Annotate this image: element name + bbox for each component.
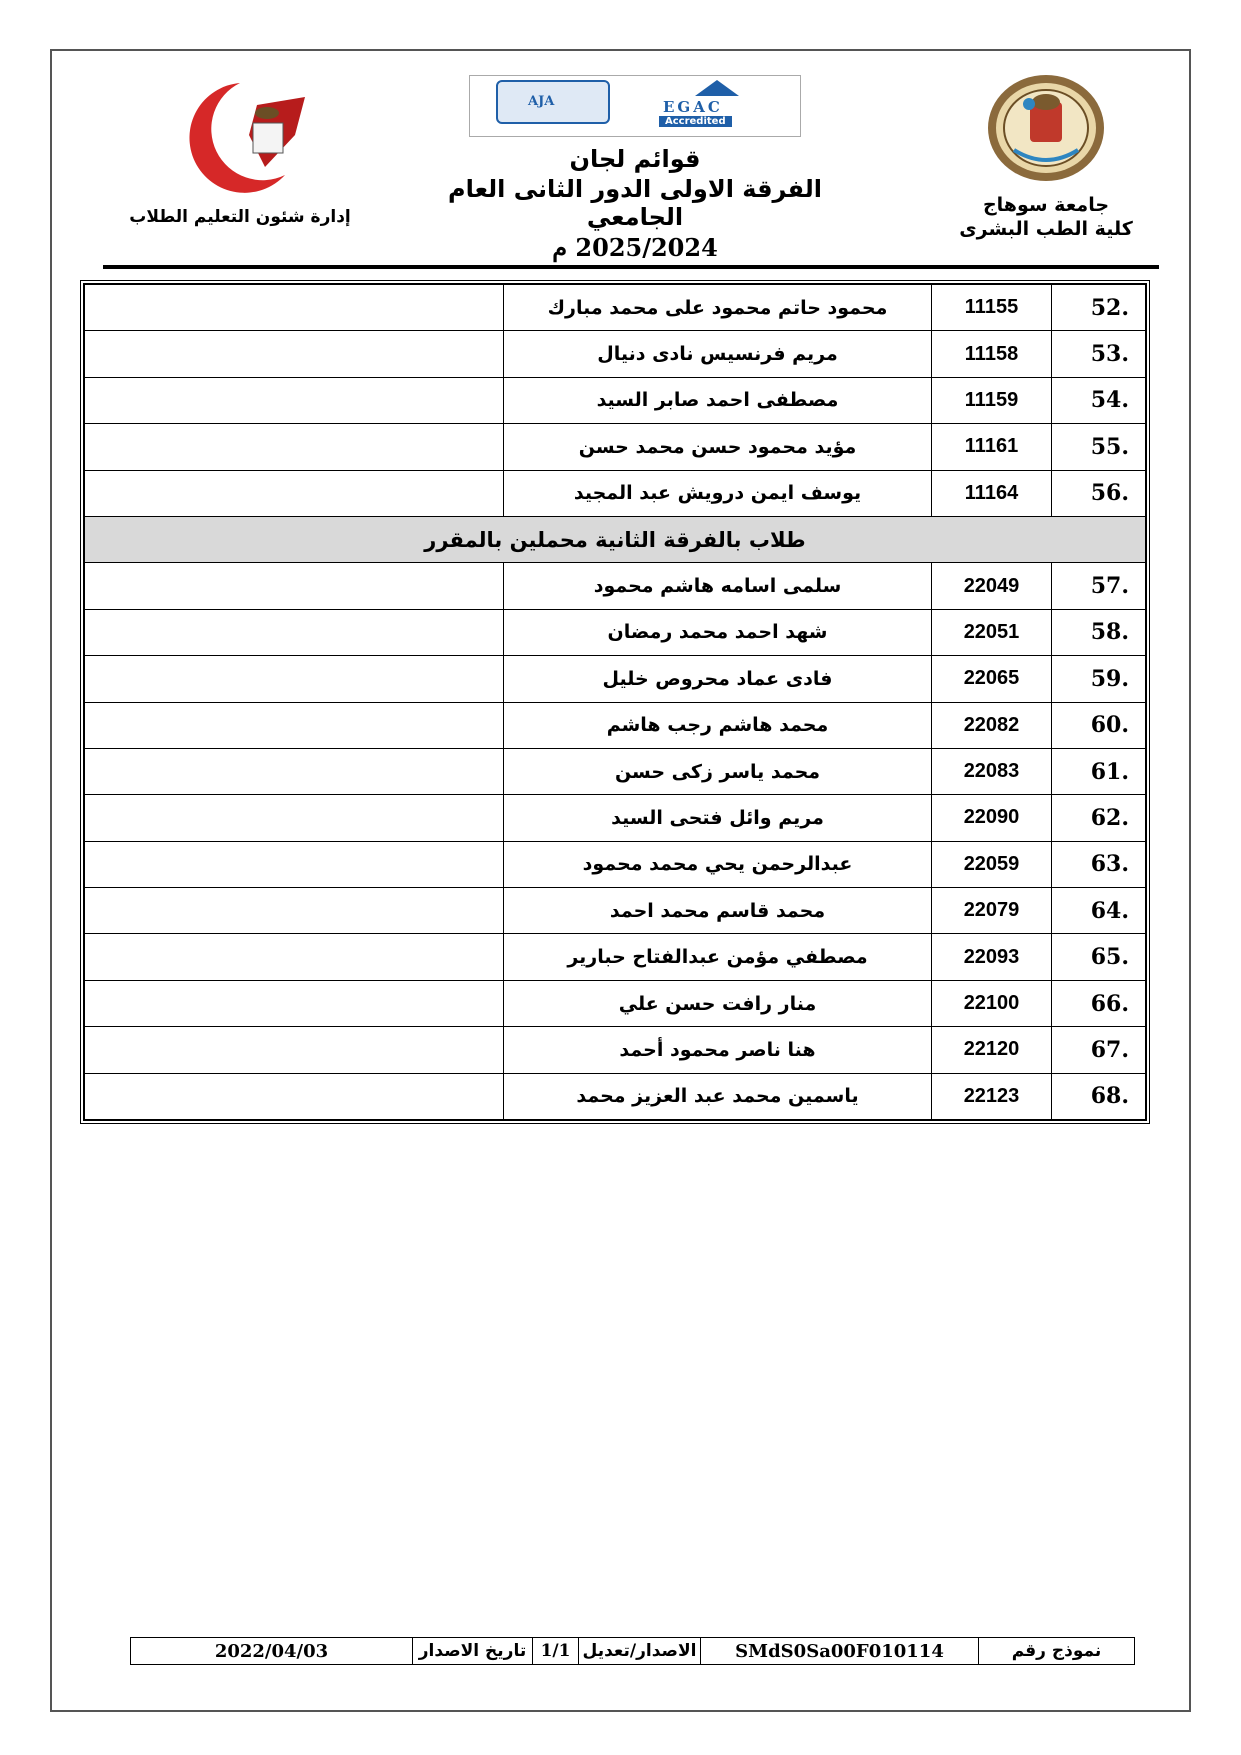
empty-cell <box>85 980 504 1026</box>
student-name: محمد ياسر زكى حسن <box>504 748 932 794</box>
university-header <box>956 72 1136 240</box>
department-header <box>120 75 360 227</box>
faculty-logo <box>145 75 335 195</box>
student-code: 22083 <box>932 748 1052 794</box>
row-number: .55 <box>1052 424 1146 470</box>
student-name: مصطفي مؤمن عبدالفتاح حبارير <box>504 934 932 980</box>
table-row <box>85 563 1146 609</box>
section-label: طلاب بالفرقة الثانية محملين بالمقرر <box>85 516 1146 562</box>
row-number: .59 <box>1052 656 1146 702</box>
row-number: .62 <box>1052 795 1146 841</box>
row-number: .52 <box>1052 285 1146 331</box>
empty-cell <box>85 934 504 980</box>
table-row <box>85 285 1146 331</box>
certification-logos <box>469 75 801 137</box>
student-code: 22079 <box>932 888 1052 934</box>
empty-cell <box>85 470 504 516</box>
table-row <box>85 980 1146 1026</box>
version-label: الاصدار/تعديل <box>578 1638 700 1664</box>
document-title: قوائم لجان <box>569 145 701 173</box>
row-number: .54 <box>1052 377 1146 423</box>
row-number: .53 <box>1052 331 1146 377</box>
row-number: .61 <box>1052 748 1146 794</box>
row-number: .67 <box>1052 1027 1146 1073</box>
student-name: سلمى اسامه هاشم محمود <box>504 563 932 609</box>
row-number: .68 <box>1052 1073 1146 1119</box>
table-row <box>85 331 1146 377</box>
table-row <box>85 934 1146 980</box>
row-number: .57 <box>1052 563 1146 609</box>
student-code: 22123 <box>932 1073 1052 1119</box>
row-number: .60 <box>1052 702 1146 748</box>
empty-cell <box>85 609 504 655</box>
issue-date: 2022/04/03 <box>214 1640 329 1662</box>
student-name: مريم وائل فتحى السيد <box>504 795 932 841</box>
form-number-label: نموذج رقم <box>978 1638 1134 1664</box>
student-code: 11158 <box>932 331 1052 377</box>
row-number: .63 <box>1052 841 1146 887</box>
document-subtitle: الفرقة الاولى الدور الثانى العام الجامعي <box>447 175 822 231</box>
student-name: فادى عماد محروص خليل <box>504 656 932 702</box>
university-name: جامعة سوهاج <box>982 194 1110 216</box>
empty-cell <box>85 888 504 934</box>
row-number: .66 <box>1052 980 1146 1026</box>
empty-cell <box>85 748 504 794</box>
student-code: 22049 <box>932 563 1052 609</box>
table-row <box>85 702 1146 748</box>
version-value: 1/1 <box>532 1638 578 1664</box>
row-number: .58 <box>1052 609 1146 655</box>
form-footer <box>130 1637 1135 1665</box>
student-name: محمد هاشم رجب هاشم <box>504 702 932 748</box>
table-row <box>85 609 1146 655</box>
aja-logo <box>470 76 635 136</box>
empty-cell <box>85 563 504 609</box>
row-number: .56 <box>1052 470 1146 516</box>
student-code: 11161 <box>932 424 1052 470</box>
table-row <box>85 1073 1146 1119</box>
empty-cell <box>85 1073 504 1119</box>
student-name: محمد قاسم محمد احمد <box>504 888 932 934</box>
table-row <box>85 470 1146 516</box>
form-number: SMdS0Sa00F010114 <box>700 1638 978 1664</box>
issue-date-label: تاريخ الاصدار <box>412 1638 532 1664</box>
student-name: مصطفى احمد صابر السيد <box>504 377 932 423</box>
student-name: محمود حاتم محمود على محمد مبارك <box>504 285 932 331</box>
student-code: 22065 <box>932 656 1052 702</box>
student-code: 11155 <box>932 285 1052 331</box>
table-row <box>85 748 1146 794</box>
table-row <box>85 888 1146 934</box>
student-code: 22093 <box>932 934 1052 980</box>
student-code: 22120 <box>932 1027 1052 1073</box>
empty-cell <box>85 656 504 702</box>
empty-cell <box>85 702 504 748</box>
student-name: مؤيد محمود حسن محمد حسن <box>504 424 932 470</box>
empty-cell <box>85 424 504 470</box>
egac-badge: Accredited <box>659 116 732 127</box>
egac-logo <box>635 76 800 136</box>
table-row <box>85 841 1146 887</box>
student-name: عبدالرحمن يحي محمد محمود <box>504 841 932 887</box>
student-code: 22100 <box>932 980 1052 1026</box>
university-seal-logo <box>984 72 1108 184</box>
table-row <box>85 1027 1146 1073</box>
empty-cell <box>85 795 504 841</box>
student-name: هنا ناصر محمود أحمد <box>504 1027 932 1073</box>
table-row <box>85 377 1146 423</box>
row-number: .65 <box>1052 934 1146 980</box>
empty-cell <box>85 1027 504 1073</box>
empty-cell <box>85 841 504 887</box>
student-code: 22059 <box>932 841 1052 887</box>
empty-cell <box>85 377 504 423</box>
student-code: 11159 <box>932 377 1052 423</box>
aja-text: AJA <box>528 94 555 109</box>
student-name: ياسمين محمد عبد العزيز محمد <box>504 1073 932 1119</box>
committee-list-table <box>80 280 1150 1124</box>
row-number: .64 <box>1052 888 1146 934</box>
table-row <box>85 424 1146 470</box>
department-name: إدارة شئون التعليم الطلاب <box>129 207 351 227</box>
student-name: شهد احمد محمد رمضان <box>504 609 932 655</box>
student-name: مريم فرنسيس نادى دنيال <box>504 331 932 377</box>
student-name: منار رافت حسن علي <box>504 980 932 1026</box>
student-code: 22051 <box>932 609 1052 655</box>
egac-text: EGAC <box>663 98 723 116</box>
student-code: 22082 <box>932 702 1052 748</box>
student-code: 11164 <box>932 470 1052 516</box>
table-row <box>85 656 1146 702</box>
section-row <box>85 516 1146 562</box>
empty-cell <box>85 285 504 331</box>
student-name: يوسف ايمن درويش عبد المجيد <box>504 470 932 516</box>
title-block <box>410 75 860 262</box>
table-row <box>85 795 1146 841</box>
academic-year: 2025/2024 م <box>552 233 718 262</box>
empty-cell <box>85 331 504 377</box>
student-code: 22090 <box>932 795 1052 841</box>
header-divider <box>103 265 1159 269</box>
faculty-name: كلية الطب البشرى <box>959 218 1133 240</box>
